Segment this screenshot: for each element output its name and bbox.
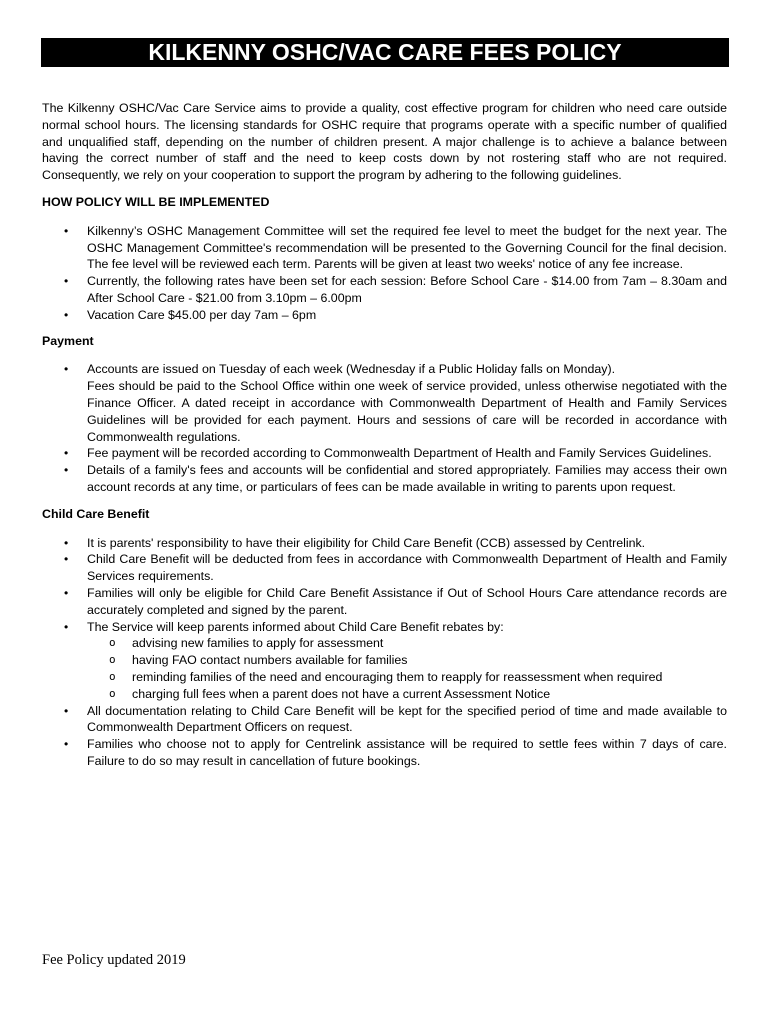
ccb-list (42, 535, 727, 770)
sublist-item: o reminding families of the need and encouraging them to reapply for reassessment when required (87, 669, 727, 686)
list-item: • Fee payment will be recorded according to Commonwealth Department of Health and Family Services Guidelines. (42, 445, 727, 462)
sublist-item: o advising new families to apply for assessment (87, 635, 727, 652)
list-item: • Vacation Care $45.00 per day 7am – 6pm (42, 307, 727, 324)
rebate-sublist (87, 635, 727, 702)
list-item: • It is parents' responsibility to have their eligibility for Child Care Benefit (CCB) assessed by Centrelink. (42, 535, 727, 552)
sublist-item: o charging full fees when a parent does not have a current Assessment Notice (87, 686, 727, 703)
list-item (42, 361, 727, 445)
sublist-item: o having FAO contact numbers available for families (87, 652, 727, 669)
list-item: • All documentation relating to Child Care Benefit will be kept for the specified period of time and made available to Commonwealth Department Officers on request. (42, 703, 727, 737)
intro-paragraph: The Kilkenny OSHC/Vac Care Service aims to provide a quality, cost effective program for children who need care outside normal school hours. The licensing standards for OSHC require that programs operate with a specific number of qualified and unqualified staff, depending on the number of children present. A major challenge is to achieve a balance between having the correct number of staff and the need to keep costs down by not rostering staff who are not required. Consequently, we rely on your cooperation to support the program by adhering to the following guidelines. (42, 101, 727, 183)
list-item-text: Fees should be paid to the School Office within one week of service provided, unless otherwise negotiated with the Finance Officer. A dated receipt in accordance with Commonwealth Department of Health and Family Services Guidelines will be provided for each payment. Hours and sessions of care will be recorded in accordance with Commonwealth regulations. (87, 379, 727, 444)
list-item: • Currently, the following rates have been set for each session: Before School Care - $14.00 from 7am – 8.30am and After School Care - $21.00 from 3.10pm – 6.00pm (42, 273, 727, 307)
document-title: KILKENNY OSHC/VAC CARE FEES POLICY (41, 38, 729, 67)
list-item: • Kilkenny’s OSHC Management Committee will set the required fee level to meet the budget for the next year. The OSHC Management Committee's recommendation will be presented to the Governing Council for the final decision. The fee level will be reviewed each term. Parents will be given at least two weeks' notice of any fee increase. (42, 223, 727, 273)
list-item: • Families will only be eligible for Child Care Benefit Assistance if Out of School Hours Care attendance records are accurately completed and signed by the parent. (42, 585, 727, 619)
list-item-text: The Service will keep parents informed about Child Care Benefit rebates by: (87, 619, 504, 634)
implementation-heading: HOW POLICY WILL BE IMPLEMENTED (42, 194, 270, 209)
payment-heading: Payment (42, 333, 94, 348)
list-item: • Child Care Benefit will be deducted from fees in accordance with Commonwealth Department of Health and Family Services requirements. (42, 551, 727, 585)
list-item-text: Accounts are issued on Tuesday of each week (Wednesday if a Public Holiday falls on Monday). (87, 362, 616, 377)
payment-list (42, 361, 727, 495)
list-item: • Details of a family's fees and accounts will be confidential and stored appropriately. Families may access their own account records at any time, or particulars of fees can be made available in writing to parents upon request. (42, 462, 727, 496)
footer-note: Fee Policy updated 2019 (42, 952, 186, 968)
ccb-heading: Child Care Benefit (42, 506, 150, 521)
implementation-list (42, 223, 727, 324)
document-body (42, 100, 727, 770)
list-item: • Families who choose not to apply for Centrelink assistance will be required to settle fees within 7 days of care. Failure to do so may result in cancellation of future bookings. (42, 736, 727, 770)
list-item (42, 619, 727, 703)
